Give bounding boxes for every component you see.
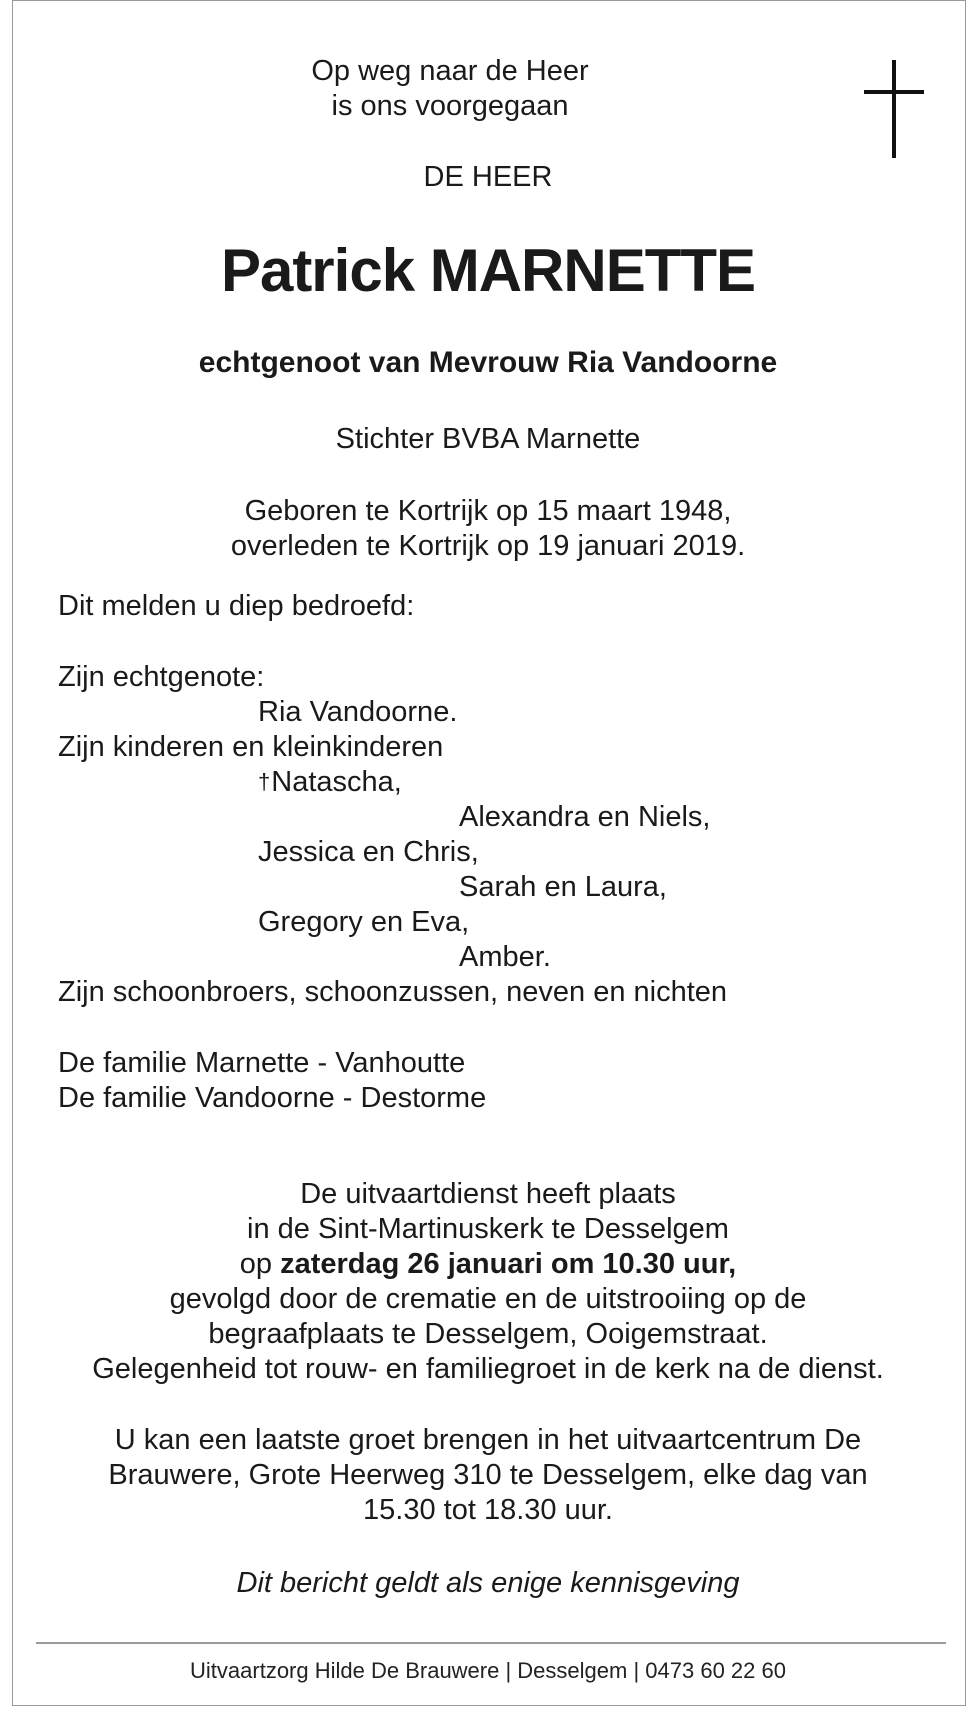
service-line-6: Gelegenheid tot rouw- en familiegroet in de kerk na de dienst.	[92, 1353, 884, 1385]
child-1: †Natascha,	[258, 766, 402, 798]
born-line: Geboren te Kortrijk op 15 maart 1948,	[244, 495, 732, 527]
spouse-label: Zijn echtgenote:	[58, 661, 265, 693]
service-line-2: in de Sint-Martinuskerk te Desselgem	[247, 1213, 729, 1245]
visit-line-3: 15.30 tot 18.30 uur.	[363, 1494, 613, 1526]
grandchild-3: Amber.	[459, 941, 551, 973]
died-line: overleden te Kortrijk op 19 januari 2019.	[230, 530, 746, 562]
visit-line-1: U kan een laatste groet brengen in het uitvaartcentrum De	[114, 1424, 862, 1456]
family-2: De familie Vandoorne - Destorme	[58, 1082, 487, 1114]
service-line-4: gevolgd door de crematie en de uitstrooiing op de	[169, 1283, 807, 1315]
family-intro: Dit melden u diep bedroefd:	[58, 590, 415, 622]
deceased-name: Patrick MARNETTE	[220, 237, 756, 304]
spouse-line: echtgenoot van Mevrouw Ria Vandoorne	[198, 346, 778, 379]
child-2: Jessica en Chris,	[258, 836, 479, 868]
service-line-5: begraafplaats te Desselgem, Ooigemstraat.	[208, 1318, 768, 1350]
spouse-name: Ria Vandoorne.	[258, 696, 458, 728]
family-1: De familie Marnette - Vanhoutte	[58, 1047, 466, 1079]
footer-divider	[36, 1642, 946, 1644]
child-3: Gregory en Eva,	[258, 906, 470, 938]
grandchild-1: Alexandra en Niels,	[459, 801, 711, 833]
service-line-3: op zaterdag 26 januari om 10.30 uur,	[239, 1248, 737, 1280]
role-line: Stichter BVBA Marnette	[335, 423, 641, 455]
title-prefix: DE HEER	[423, 161, 553, 193]
deceased-marker-icon: †	[258, 769, 271, 794]
inlaws-line: Zijn schoonbroers, schoonzussen, neven en nichten	[58, 976, 728, 1008]
service-line-1: De uitvaartdienst heeft plaats	[300, 1178, 676, 1210]
grandchild-2: Sarah en Laura,	[459, 871, 667, 903]
footer-line: Uitvaartzorg Hilde De Brauwere | Desselgem | 0473 60 22 60	[190, 1658, 786, 1683]
header-line-2: is ons voorgegaan	[331, 90, 569, 122]
notice-line: Dit bericht geldt als enige kennisgeving	[236, 1567, 740, 1599]
visit-line-2: Brauwere, Grote Heerweg 310 te Desselgem, elke dag van	[108, 1459, 868, 1491]
children-label: Zijn kinderen en kleinkinderen	[58, 731, 444, 763]
header-line-1: Op weg naar de Heer	[311, 55, 589, 87]
